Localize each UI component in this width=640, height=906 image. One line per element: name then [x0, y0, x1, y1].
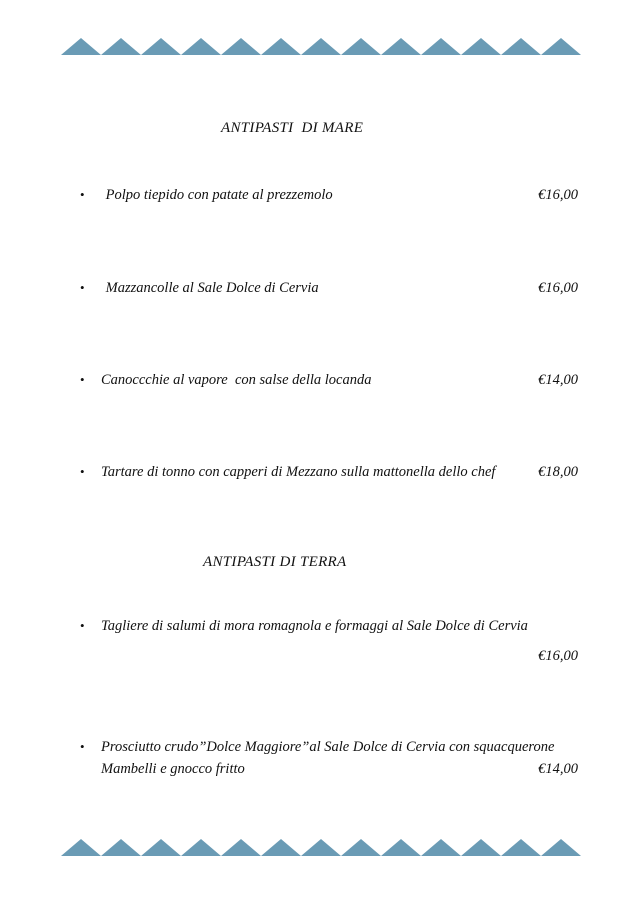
triangle-icon — [141, 38, 181, 55]
triangle-icon — [541, 38, 581, 55]
triangle-icon — [381, 38, 421, 55]
triangle-icon — [421, 38, 461, 55]
section-title-mare: ANTIPASTI DI MARE — [221, 120, 364, 136]
item-price: €14,00 — [538, 372, 578, 388]
item-name: Tagliere di salumi di mora romagnola e formaggi al Sale Dolce di Cervia — [101, 618, 528, 634]
triangle-icon — [501, 38, 541, 55]
top-triangle-border — [61, 38, 581, 56]
bullet: • — [80, 280, 85, 295]
triangle-icon — [381, 839, 421, 856]
triangle-icon — [341, 38, 381, 55]
menu-item — [80, 618, 578, 668]
item-price: €16,00 — [538, 648, 578, 664]
item-name: Mazzancolle al Sale Dolce di Cervia — [102, 280, 319, 296]
triangle-icon — [101, 38, 141, 55]
triangle-icon — [421, 839, 461, 856]
triangle-icon — [221, 38, 261, 55]
section-title-terra: ANTIPASTI DI TERRA — [203, 554, 347, 570]
triangle-icon — [221, 839, 261, 856]
item-price: €16,00 — [538, 280, 578, 296]
bullet: • — [80, 618, 85, 633]
item-name: Canoccchie al vapore con salse della locanda — [101, 372, 372, 388]
bullet: • — [80, 372, 85, 387]
triangle-icon — [301, 839, 341, 856]
triangle-icon — [461, 38, 501, 55]
item-price: €16,00 — [538, 187, 578, 203]
triangle-icon — [541, 839, 581, 856]
triangle-icon — [341, 839, 381, 856]
item-name: Prosciutto crudo”Dolce Maggiore”al Sale Dolce di Cervia con squacquerone — [101, 739, 555, 755]
item-name-line2: Mambelli e gnocco fritto — [101, 761, 245, 777]
bottom-triangle-border — [61, 839, 581, 857]
triangle-icon — [181, 38, 221, 55]
triangle-icon — [261, 839, 301, 856]
item-name: Polpo tiepido con patate al prezzemolo — [102, 187, 333, 203]
item-price: €18,00 — [538, 464, 578, 480]
triangle-icon — [141, 839, 181, 856]
bullet: • — [80, 187, 85, 202]
bullet: • — [80, 739, 85, 754]
triangle-icon — [101, 839, 141, 856]
triangle-icon — [461, 839, 501, 856]
triangle-icon — [301, 38, 341, 55]
item-price: €14,00 — [538, 761, 578, 777]
item-name: Tartare di tonno con capperi di Mezzano sulla mattonella dello chef — [101, 464, 496, 480]
triangle-icon — [261, 38, 301, 55]
triangle-icon — [501, 839, 541, 856]
triangle-icon — [61, 839, 101, 856]
triangle-icon — [61, 38, 101, 55]
bullet: • — [80, 464, 85, 479]
triangle-icon — [181, 839, 221, 856]
menu-item — [80, 739, 578, 783]
